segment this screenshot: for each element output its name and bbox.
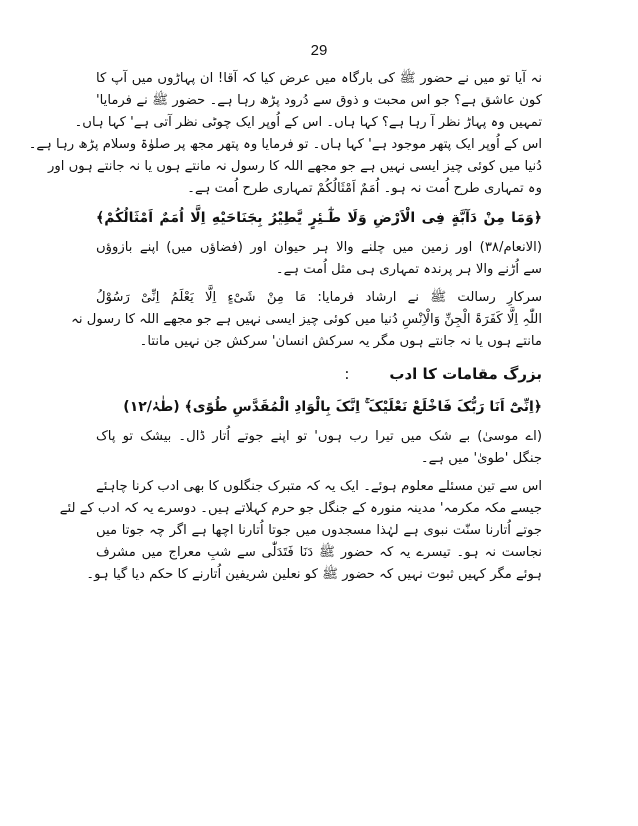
- text-line: اللّٰہِ اِلَّا کَفَرَۃَ الْجِنِّ وَالْاِنْسِ دُنیا میں کوئی چیز ایسی نہیں ہے جو مجھے اللہ کا رسول نہ: [71, 312, 542, 327]
- text-line: سے اُڑنے والا ہر پرندہ تمہاری ہی مثل اُمت ہے۔: [275, 262, 542, 277]
- section-heading-colon: :: [344, 365, 350, 383]
- text-line: جوتے اُتارنا سنّت نبوی ہے لہٰذا مسجدوں میں جوتا اُتارنا اچھا ہے اگر چہ جوتا میں: [96, 523, 542, 538]
- text-line: سرکارِ رسالت ﷺ نے ارشاد فرمایا: مَا مِنْ شَیْءٍ اِلَّا یَعْلَمُ اِنِّیْ رَسُوْلُ: [96, 290, 542, 305]
- section-heading-title: بزرگ مقامات کا ادب: [389, 365, 542, 383]
- quran-verse-line: ﴿اِنِّیْٓ اَنَا رَبُّکَ فَاخْلَعْ نَعْلَیْکَ ۚ اِنَّکَ بِالْوَادِ الْمُقَدَّسِ طُوًی﴾ (طٰہٰ/۱۲): [123, 399, 542, 415]
- text-line: وہ تمہاری طرح اُمت نہ ہو۔ اُمَمٌ اَمْثَالُکُمْ تمہاری طرح اُمت ہے۔: [187, 181, 542, 196]
- text-line: (اے موسیٰ) بے شک میں تیرا رب ہوں' تو اپنے جوتے اُتار ڈال۔ بیشک تو پاک: [96, 429, 542, 444]
- section-heading: [96, 359, 542, 389]
- text-line: نہ آیا تو میں نے حضور ﷺ کی بارگاہ میں عرض کیا کہ آقا! ان پہاڑوں میں آپ کا: [96, 71, 542, 86]
- quran-verse-line: ﴿وَمَا مِنْ دَآبَّةٍ فِی الْاَرْضِ وَلَا طٰٓـئِرٍ یَّطِیْرُ بِجَنَاحَیْهِ اِلَّا اُمَمٌ اَمْثَالُکُمْ﴾: [96, 210, 542, 226]
- text-line: مانتے ہوں یا نہ جانتے ہوں مگر یہ سرکش انسان' سرکش جن نہیں مانتا۔: [139, 334, 542, 349]
- text-line: کون عاشق ہے؟ جو اس محبت و ذوق سے دُرود پڑھ رہا ہے۔ حضور ﷺ نے فرمایا': [96, 93, 542, 108]
- text-line: دُنیا میں کوئی چیز ایسی نہیں ہے جو مجھے اللہ کا رسول نہ مانتے ہوں یا نہ جانتے ہوں اور: [48, 159, 542, 174]
- text-line: اس سے تین مسئلے معلوم ہوئے۔ ایک یہ کہ متبرک جنگلوں کا بھی ادب کرنا چاہئے: [96, 479, 542, 494]
- text-line: جیسے مکہ مکرمہ' مدینہ منورہ کے جنگل جو حرم کہلاتے ہیں۔ دوسرے یہ کہ ادب کے لئے: [59, 501, 542, 516]
- text-line: اس کے اُوپر ایک پتھر موجود ہے' کہا ہاں۔ تو فرمایا وہ پتھر مجھ پر صلوٰۃ وسلام پڑھ رہا ہے۔: [28, 137, 542, 152]
- text-line: (الانعام/۳۸) اور زمین میں چلنے والا ہر حیوان اور (فضاؤں میں) اپنے بازوؤں: [96, 240, 542, 255]
- page-number: 29: [310, 42, 328, 59]
- text-line: ہوئے مگر کہیں ثبوت نہیں کہ حضور ﷺ کو نعلین شریفین اُتارنے کا حکم دیا گیا ہو۔: [86, 567, 542, 582]
- text-line: جنگل 'طویٰ' میں ہے۔: [420, 451, 542, 466]
- text-line: تمہیں وہ پہاڑ نظر آ رہا ہے؟ کہا ہاں۔ اس کے اُوپر ایک چوٹی نظر آتی ہے' کہا ہاں۔: [74, 115, 542, 130]
- text-block: [28, 68, 542, 586]
- text-line: نجاست نہ ہو۔ تیسرے یہ کہ حضور ﷺ دَنَا فَتَدَلّٰی سے شبِ معراج میں مشرف: [96, 545, 542, 560]
